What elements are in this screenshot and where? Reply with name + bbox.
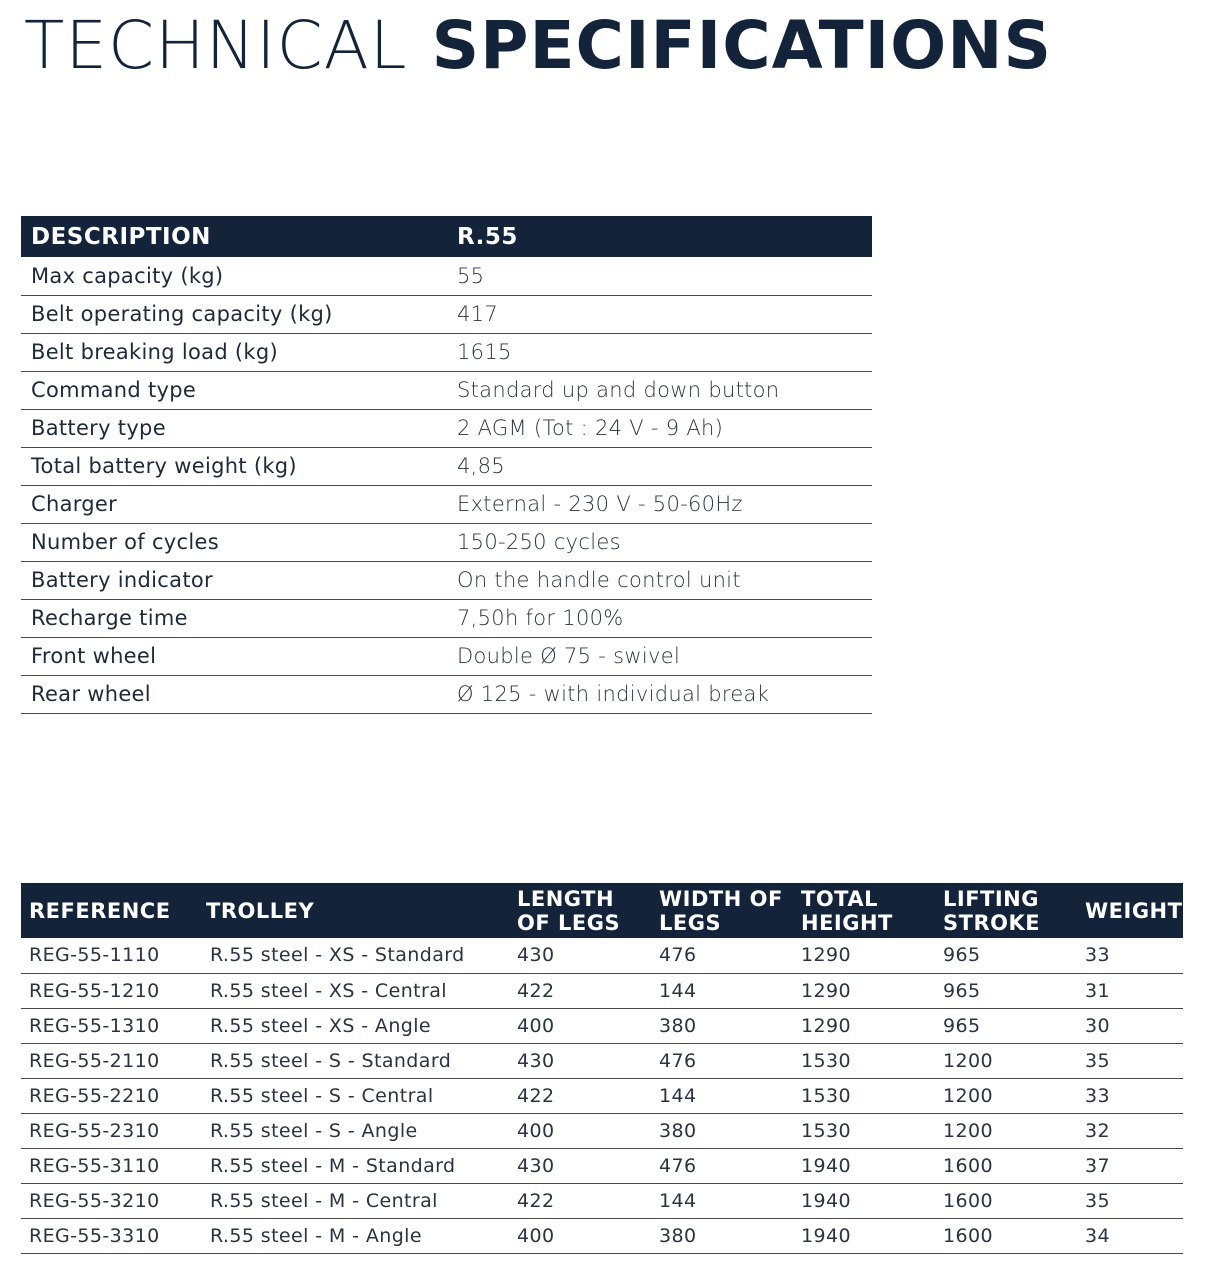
table-row [21,1043,1183,1078]
table-row [21,1183,1183,1218]
spec-value: 4,85 [447,447,872,485]
spec-row [21,257,872,295]
spec-row [21,295,872,333]
ref-total-height: 1290 [793,938,935,973]
ref-length-of-legs: 400 [509,1218,651,1253]
spec-header-row [21,216,872,257]
ref-reference: REG-55-2310 [21,1113,198,1148]
spec-label: Rear wheel [21,675,447,713]
ref-header-length-of-legs: LENGTH OF LEGS [509,883,651,938]
spec-value: Standard up and down button [447,371,872,409]
ref-reference: REG-55-2110 [21,1043,198,1078]
spec-row [21,485,872,523]
ref-lifting-stroke: 1600 [935,1218,1077,1253]
spec-label: Battery type [21,409,447,447]
ref-length-of-legs: 430 [509,1148,651,1183]
table-row [21,973,1183,1008]
ref-trolley: R.55 steel - XS - Central [198,973,509,1008]
spec-label: Recharge time [21,599,447,637]
ref-total-height: 1940 [793,1183,935,1218]
ref-total-height: 1530 [793,1043,935,1078]
ref-lifting-stroke: 965 [935,1008,1077,1043]
table-row [21,1078,1183,1113]
spec-body [21,257,872,713]
spec-label: Command type [21,371,447,409]
ref-weight: 34 [1077,1218,1183,1253]
ref-weight: 31 [1077,973,1183,1008]
ref-header-width-of-legs: WIDTH OF LEGS [651,883,793,938]
ref-width-of-legs: 144 [651,1183,793,1218]
ref-header-trolley: TROLLEY [198,883,509,938]
page-title [24,6,1052,86]
ref-weight: 32 [1077,1113,1183,1148]
spec-value: Ø 125 - with individual break [447,675,872,713]
ref-trolley: R.55 steel - S - Angle [198,1113,509,1148]
ref-width-of-legs: 380 [651,1113,793,1148]
ref-lifting-stroke: 965 [935,973,1077,1008]
ref-header-weight: WEIGHT [1077,883,1183,938]
ref-width-of-legs: 476 [651,1043,793,1078]
table-row [21,938,1183,973]
ref-reference: REG-55-1110 [21,938,198,973]
ref-width-of-legs: 476 [651,1148,793,1183]
ref-length-of-legs: 422 [509,973,651,1008]
ref-length-of-legs: 430 [509,938,651,973]
ref-lifting-stroke: 1200 [935,1043,1077,1078]
ref-reference: REG-55-1310 [21,1008,198,1043]
ref-length-of-legs: 422 [509,1078,651,1113]
ref-weight: 33 [1077,938,1183,973]
spec-value: On the handle control unit [447,561,872,599]
spec-label: Max capacity (kg) [21,257,447,295]
ref-length-of-legs: 430 [509,1043,651,1078]
ref-width-of-legs: 380 [651,1218,793,1253]
spec-value: 7,50h for 100% [447,599,872,637]
spec-label: Battery indicator [21,561,447,599]
ref-reference: REG-55-2210 [21,1078,198,1113]
spec-value: 2 AGM (Tot : 24 V - 9 Ah) [447,409,872,447]
ref-lifting-stroke: 1200 [935,1078,1077,1113]
ref-width-of-legs: 476 [651,938,793,973]
ref-header-lifting-stroke: LIFTING STROKE [935,883,1077,938]
ref-reference: REG-55-3210 [21,1183,198,1218]
ref-length-of-legs: 400 [509,1113,651,1148]
spec-table [21,216,872,714]
ref-total-height: 1940 [793,1148,935,1183]
title-light: TECHNICAL [24,7,408,84]
spec-value: 150-250 cycles [447,523,872,561]
spec-row [21,333,872,371]
spec-header-description: DESCRIPTION [21,216,447,257]
spec-value: 1615 [447,333,872,371]
ref-total-height: 1530 [793,1113,935,1148]
ref-weight: 37 [1077,1148,1183,1183]
reference-header-row [21,883,1183,938]
spec-row [21,599,872,637]
table-row [21,1218,1183,1253]
ref-lifting-stroke: 965 [935,938,1077,973]
table-row [21,1148,1183,1183]
ref-width-of-legs: 380 [651,1008,793,1043]
ref-trolley: R.55 steel - XS - Standard [198,938,509,973]
ref-weight: 35 [1077,1043,1183,1078]
spec-label: Total battery weight (kg) [21,447,447,485]
spec-value: Double Ø 75 - swivel [447,637,872,675]
spec-label: Belt operating capacity (kg) [21,295,447,333]
table-row [21,1113,1183,1148]
ref-total-height: 1940 [793,1218,935,1253]
ref-reference: REG-55-3310 [21,1218,198,1253]
ref-total-height: 1290 [793,1008,935,1043]
ref-lifting-stroke: 1600 [935,1148,1077,1183]
spec-row [21,447,872,485]
spec-row [21,371,872,409]
spec-label: Belt breaking load (kg) [21,333,447,371]
ref-reference: REG-55-3110 [21,1148,198,1183]
ref-trolley: R.55 steel - S - Central [198,1078,509,1113]
reference-body [21,938,1183,1253]
ref-trolley: R.55 steel - XS - Angle [198,1008,509,1043]
title-bold: SPECIFICATIONS [431,7,1053,84]
ref-header-reference: REFERENCE [21,883,198,938]
spec-label: Number of cycles [21,523,447,561]
spec-row [21,409,872,447]
spec-header-model: R.55 [447,216,872,257]
ref-trolley: R.55 steel - M - Central [198,1183,509,1218]
ref-trolley: R.55 steel - M - Angle [198,1218,509,1253]
spec-row [21,637,872,675]
ref-trolley: R.55 steel - S - Standard [198,1043,509,1078]
ref-reference: REG-55-1210 [21,973,198,1008]
spec-value: 417 [447,295,872,333]
spec-row [21,675,872,713]
spec-label: Charger [21,485,447,523]
ref-header-total-height: TOTAL HEIGHT [793,883,935,938]
ref-total-height: 1530 [793,1078,935,1113]
ref-length-of-legs: 400 [509,1008,651,1043]
spec-label: Front wheel [21,637,447,675]
ref-weight: 33 [1077,1078,1183,1113]
ref-lifting-stroke: 1600 [935,1183,1077,1218]
ref-lifting-stroke: 1200 [935,1113,1077,1148]
ref-weight: 30 [1077,1008,1183,1043]
ref-total-height: 1290 [793,973,935,1008]
spec-value: External - 230 V - 50-60Hz [447,485,872,523]
ref-width-of-legs: 144 [651,973,793,1008]
ref-length-of-legs: 422 [509,1183,651,1218]
spec-value: 55 [447,257,872,295]
table-row [21,1008,1183,1043]
ref-width-of-legs: 144 [651,1078,793,1113]
reference-table [21,883,1183,1254]
ref-weight: 35 [1077,1183,1183,1218]
ref-trolley: R.55 steel - M - Standard [198,1148,509,1183]
spec-row [21,523,872,561]
spec-row [21,561,872,599]
